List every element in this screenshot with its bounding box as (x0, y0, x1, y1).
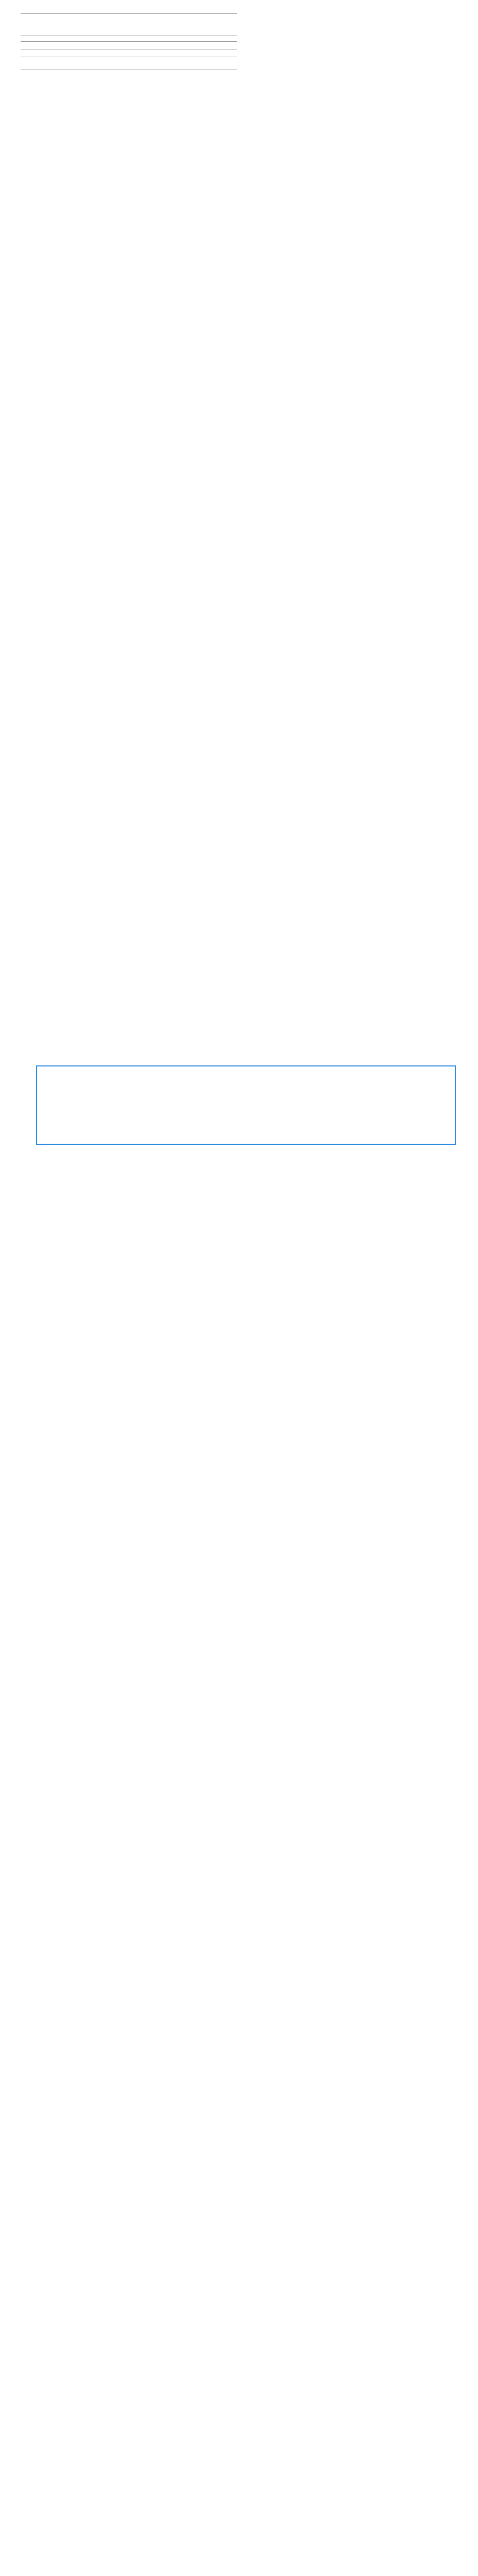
results-list (10, 453, 320, 470)
adjudicator-names (17, 463, 40, 464)
final-round-report (52, 1257, 443, 1270)
results-meta (10, 461, 40, 464)
competition-report (21, 10, 237, 75)
skating-report (36, 1046, 459, 1150)
skating-grid (36, 1065, 456, 1145)
adjudicators-label (10, 463, 17, 464)
